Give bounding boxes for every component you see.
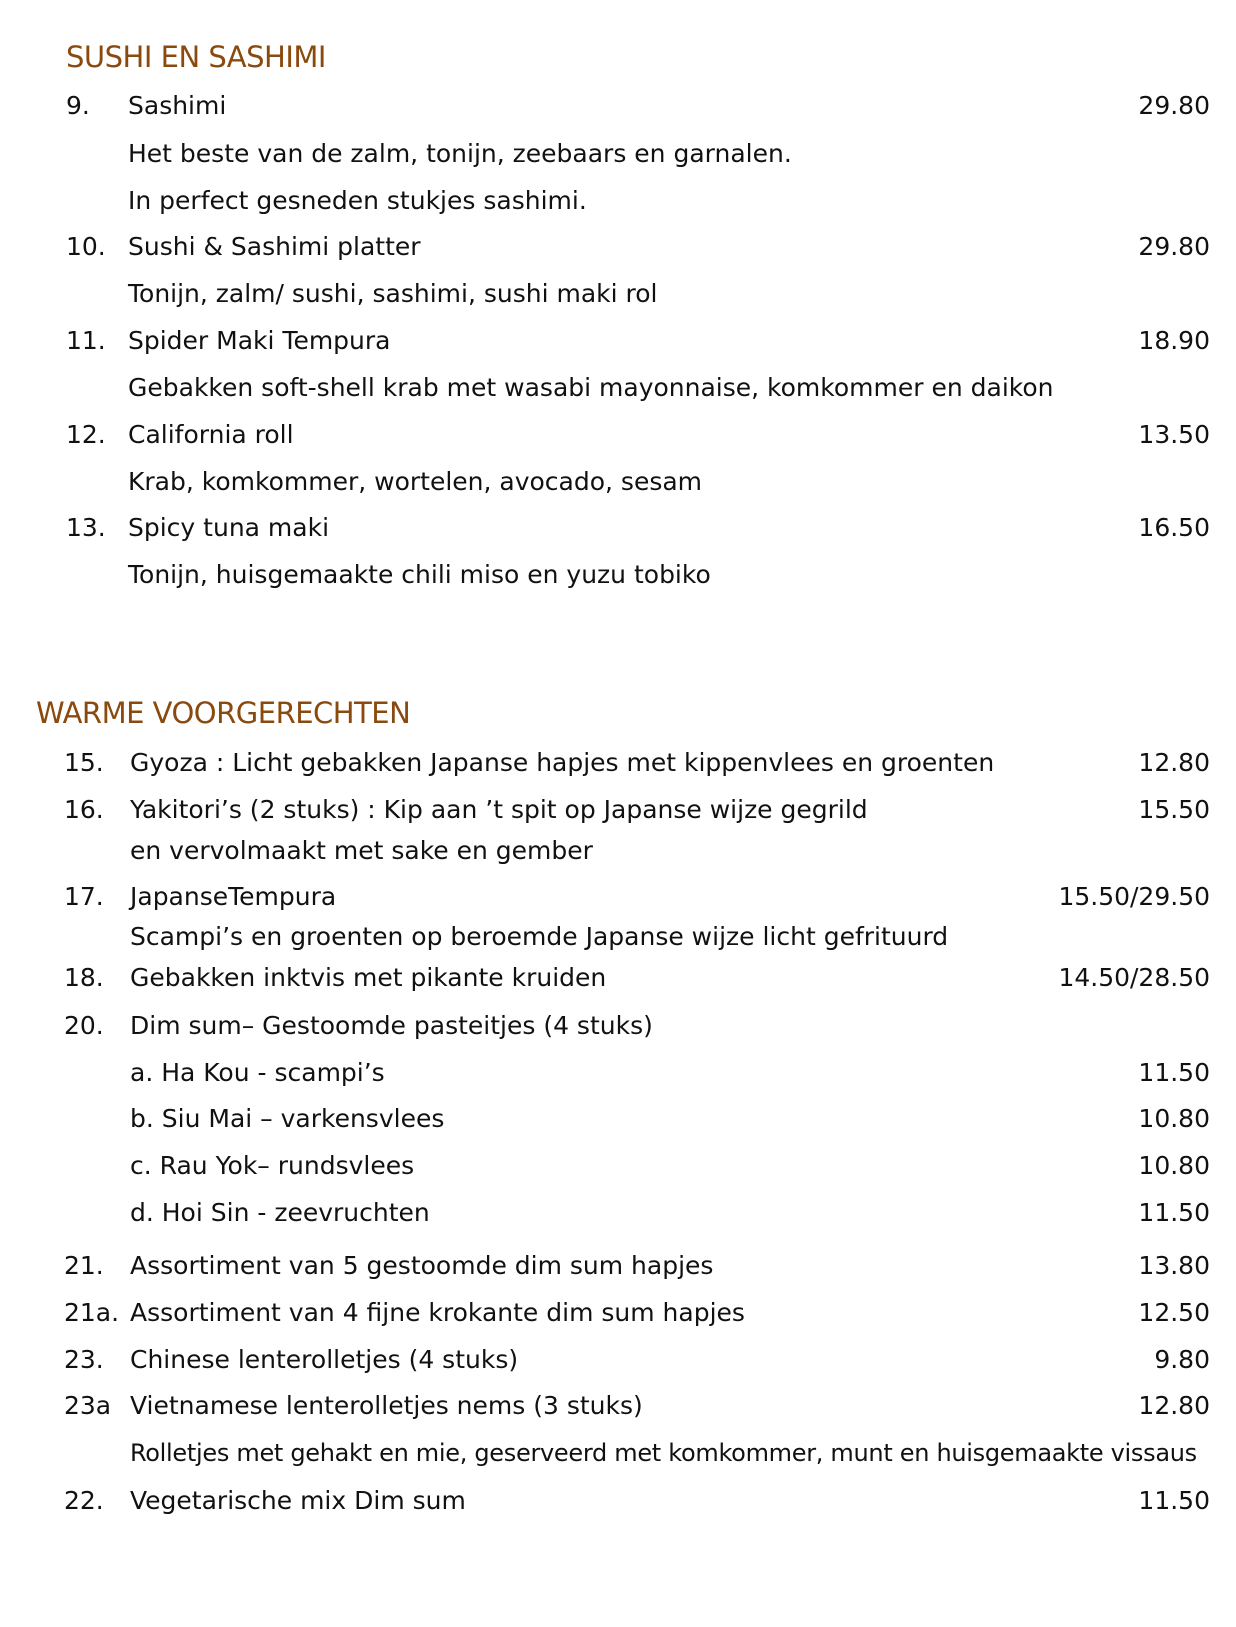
menu-item [0,1481,1236,1521]
item-number: 21. [64,1251,104,1280]
item-name: Gebakken inktvis met pikante kruiden [130,963,607,992]
item-price: 15.50 [1138,795,1210,824]
menu-item [0,1006,1236,1046]
item-price: 16.50 [1138,513,1210,542]
item-name: Assortiment van 5 gestoomde dim sum hapjes [130,1251,714,1280]
item-price: 15.50/29.50 [1058,882,1210,911]
menu-item [0,508,1236,548]
menu-item [0,1340,1236,1380]
item-name: Gyoza : Licht gebakken Japanse hapjes met kippenvlees en groenten [130,748,995,777]
item-name: Yakitori’s (2 stuks) : Kip aan ’t spit op Japanse wijze gegrild [130,795,868,824]
menu-item [0,321,1236,361]
item-name: JapanseTempura [130,882,337,911]
item-description: Rolletjes met gehakt en mie, geserveerd met komkommer, munt en huisgemaakte vissaus [130,1439,1197,1467]
sub-item [0,1193,1236,1233]
item-price: 13.80 [1138,1251,1210,1280]
sub-item-label: d. Hoi Sin - zeevruchten [130,1198,430,1227]
item-name: Chinese lenterolletjes (4 stuks) [130,1345,519,1374]
item-number: 16. [64,795,104,824]
item-price: 13.50 [1138,420,1210,449]
item-price: 14.50/28.50 [1058,963,1210,992]
item-price: 12.80 [1138,748,1210,777]
sub-item-price: 10.80 [1138,1151,1210,1180]
item-number: 15. [64,748,104,777]
item-price: 12.80 [1138,1391,1210,1420]
sub-item-price: 11.50 [1138,1058,1210,1087]
item-price: 9.80 [1154,1345,1210,1374]
item-description: Tonijn, zalm/ sushi, sashimi, sushi maki rol [128,279,658,308]
sub-item-price: 11.50 [1138,1198,1210,1227]
item-number: 23. [64,1345,104,1374]
item-number: 23a [64,1391,112,1420]
sub-item-label: a. Ha Kou - scampi’s [130,1058,385,1087]
menu-item [0,877,1236,917]
item-number: 20. [64,1011,104,1040]
item-number: 12. [66,420,106,449]
item-name: Dim sum– Gestoomde pasteitjes (4 stuks) [130,1011,653,1040]
menu-item [0,1246,1236,1286]
item-price: 11.50 [1138,1486,1210,1515]
item-number: 11. [66,326,106,355]
menu-item [0,743,1236,783]
item-price: 29.80 [1138,232,1210,261]
item-name: Sashimi [128,91,227,120]
section-title-warme-voorgerechten: WARME VOORGERECHTEN [36,696,411,730]
item-name: Sushi & Sashimi platter [128,232,421,261]
menu-item [0,1386,1236,1426]
menu-item [0,790,1236,830]
menu-item [0,958,1236,998]
item-price: 18.90 [1138,326,1210,355]
item-number: 10. [66,232,106,261]
menu-item [0,415,1236,455]
item-description: Het beste van de zalm, tonijn, zeebaars en garnalen. [128,139,792,168]
item-name: Spider Maki Tempura [128,326,391,355]
section-title-sushi: SUSHI EN SASHIMI [66,40,326,74]
item-description: Gebakken soft-shell krab met wasabi mayonnaise, komkommer en daikon [128,373,1054,402]
sub-item [0,1053,1236,1093]
sub-item [0,1146,1236,1186]
item-number: 18. [64,963,104,992]
menu-item [0,227,1236,267]
item-number: 9. [66,91,90,120]
item-name: California roll [128,420,294,449]
item-description: Krab, komkommer, wortelen, avocado, sesam [128,467,703,496]
sub-item-label: b. Siu Mai – varkensvlees [130,1104,445,1133]
sub-item-label: c. Rau Yok– rundsvlees [130,1151,415,1180]
item-number: 13. [66,513,106,542]
item-price: 29.80 [1138,91,1210,120]
item-price: 12.50 [1138,1298,1210,1327]
item-name: Assortiment van 4 fijne krokante dim sum hapjes [130,1298,745,1327]
sub-item [0,1099,1236,1139]
sub-item-price: 10.80 [1138,1104,1210,1133]
item-description: en vervolmaakt met sake en gember [130,836,593,865]
item-number: 21a. [64,1298,120,1327]
item-number: 22. [64,1486,104,1515]
menu-item [0,86,1236,126]
item-number: 17. [64,882,104,911]
menu-item [0,1293,1236,1333]
item-description: In perfect gesneden stukjes sashimi. [128,186,587,215]
item-description: Tonijn, huisgemaakte chili miso en yuzu tobiko [128,560,711,589]
item-name: Vietnamese lenterolletjes nems (3 stuks) [130,1391,643,1420]
item-description: Scampi’s en groenten op beroemde Japanse wijze licht gefrituurd [130,922,949,951]
item-name: Spicy tuna maki [128,513,330,542]
item-name: Vegetarische mix Dim sum [130,1486,466,1515]
